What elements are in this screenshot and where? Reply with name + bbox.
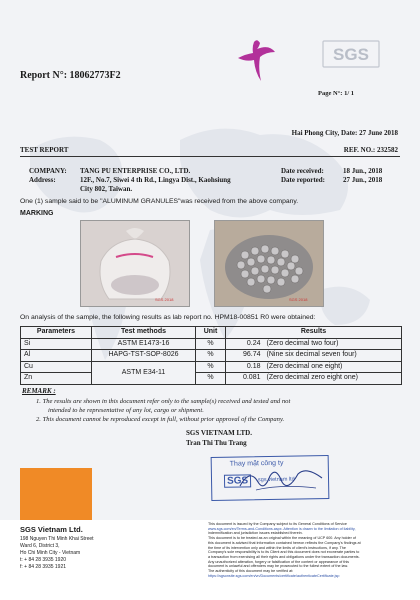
unit-cell: %	[196, 373, 226, 385]
table-row	[21, 361, 402, 373]
value-cell: 96.74	[226, 350, 264, 362]
value-words-cell: (Zero decimal one eight)	[264, 361, 402, 373]
column-header: Unit	[196, 327, 226, 339]
date-reported: 27 Jun., 2018	[343, 176, 383, 184]
footer	[0, 520, 420, 600]
value-cell: 0.081	[226, 373, 264, 385]
sgs-logo-icon	[322, 40, 380, 68]
footer-address-line: Ho Chi Minh City - Vietnam	[20, 550, 81, 556]
divider	[20, 156, 400, 157]
signatory-name: Tran Thi Thu Trang	[186, 439, 247, 447]
sample-photo-granules	[214, 220, 324, 307]
value-cell: 0.24	[226, 338, 264, 350]
footer-fax: f: + 84 28 3935 1921	[20, 564, 67, 570]
sgs-bird-icon	[236, 38, 276, 82]
column-header: Parameters	[21, 327, 92, 339]
footer-legal-text: This document is issued by the Company subject to its General Conditions of Service www.sgs.com/en/Terms-and-Conditions.aspx. Attention is drawn to the limitation of liability, indemnification and jurisdiction issues established therein. This document is to be treated as an original within the meaning of UCP 600. Any holder of this document is advised that information contained hereon reflects the Company's findings at the time of its intervention only and within the limits of client's instructions, if any. The Company's sole responsibility is to its Client and this document does not exonerate parties to a transaction from exercising all their rights and obligations under the transaction documents. Any unauthorized alteration, forgery or falsification of the content or appearance of this document is unlawful and offenders may be prosecuted to the fullest extent of the law. The authenticity of this document may be verified at: https://sgsonsite.sgs.com/en/vn/Documents/certificate/authenticateCertificate.jsp	[208, 522, 404, 578]
footer-phone: t: + 84 28 3935 1920	[20, 557, 67, 563]
table-row	[21, 350, 402, 362]
signature-company: SGS VIETNAM LTD.	[186, 429, 252, 437]
footer-company: SGS Vietnam Ltd.	[20, 525, 83, 534]
sample-description: One (1) sample said to be "ALUMINUM GRANULES"was received from the above company.	[20, 198, 299, 205]
unit-cell: %	[196, 350, 226, 362]
company-label: COMPANY:	[29, 167, 67, 175]
footer-address-line: Ward 6, District 3,	[20, 543, 60, 549]
report-title: TEST REPORT	[20, 146, 69, 154]
handwritten-signature	[236, 462, 326, 496]
stamp-line-1: Thay mặt công ty	[229, 459, 284, 468]
stamp-line-2: sgs vietnam ltd	[257, 476, 295, 484]
column-header: Results	[226, 327, 402, 339]
parameter-cell: Si	[21, 338, 92, 350]
address-line-1: 12F., No.7, Siwei 4 th Rd., Lingya Dist., Kaohsiung	[80, 176, 231, 184]
method-cell: ASTM E34-11	[92, 361, 196, 384]
sample-photo-bag	[80, 220, 190, 307]
page-number: Page N°: 1/ 1	[318, 90, 354, 97]
table-header-row	[21, 327, 402, 339]
value-words-cell: (Nine six decimal seven four)	[264, 350, 402, 362]
analysis-description: On analysis of the sample, the following results as lab report no. HPM18-00851 R0 were obtained:	[20, 314, 316, 321]
method-cell: HAPG-TST-SOP-8026	[92, 350, 196, 362]
date-received-label: Date received:	[281, 167, 324, 175]
photo-caption-right: SGS 2018	[289, 297, 308, 302]
parameter-cell: Cu	[21, 361, 92, 373]
terms-link[interactable]: www.sgs.com/en/Terms-and-Conditions.aspx. Attention is drawn to the limitation of liability,	[208, 526, 356, 531]
photo-caption-left: SGS 2018	[155, 297, 174, 302]
unit-cell: %	[196, 338, 226, 350]
parameter-cell: Al	[21, 350, 92, 362]
value-cell: 0.18	[226, 361, 264, 373]
address-line-2: City 802, Taiwan.	[80, 185, 133, 193]
remark-item-1: 1. The results are shown in this document refer only to the sample(s) received and tested and not	[36, 398, 291, 405]
granules-illustration	[215, 221, 323, 306]
date-received: 18 Jun., 2018	[343, 167, 383, 175]
orange-brand-square	[20, 468, 92, 520]
footer-address-line: 198 Nguyen Thi Minh Khai Street	[20, 536, 94, 542]
stamp-logo: SGS	[224, 474, 251, 487]
table-row	[21, 338, 402, 350]
results-table	[20, 326, 402, 385]
company-name: TANG PU ENTERPRISE CO., LTD.	[80, 167, 191, 175]
report-number: Report N°: 18062773F2	[20, 70, 121, 81]
verification-link[interactable]: https://sgsonsite.sgs.com/en/vn/Documents/certificate/authenticateCertificate.jsp	[208, 573, 340, 578]
value-words-cell: (Zero decimal zero eight one)	[264, 373, 402, 385]
city-date: Hai Phong City, Date: 27 June 2018	[291, 129, 398, 137]
remark-item-1-cont: intended to be representative of any lot, cargo or shipment.	[48, 407, 204, 414]
date-reported-label: Date reported:	[281, 176, 325, 184]
unit-cell: %	[196, 361, 226, 373]
marking-label: MARKING	[20, 210, 54, 217]
remark-title: REMARK :	[22, 387, 56, 395]
remark-item-2: 2. This document cannot be reproduced except in full, without prior approval of the Company.	[36, 416, 285, 423]
address-label: Address:	[29, 176, 56, 184]
table-row	[21, 373, 402, 385]
ref-number: REF. NO.: 232582	[343, 146, 398, 154]
bag-illustration	[81, 221, 189, 306]
column-header: Test methods	[92, 327, 196, 339]
method-cell: ASTM E1473-16	[92, 338, 196, 350]
svg-text:SGS: SGS	[333, 45, 369, 64]
value-words-cell: (Zero decimal two four)	[264, 338, 402, 350]
parameter-cell: Zn	[21, 373, 92, 385]
